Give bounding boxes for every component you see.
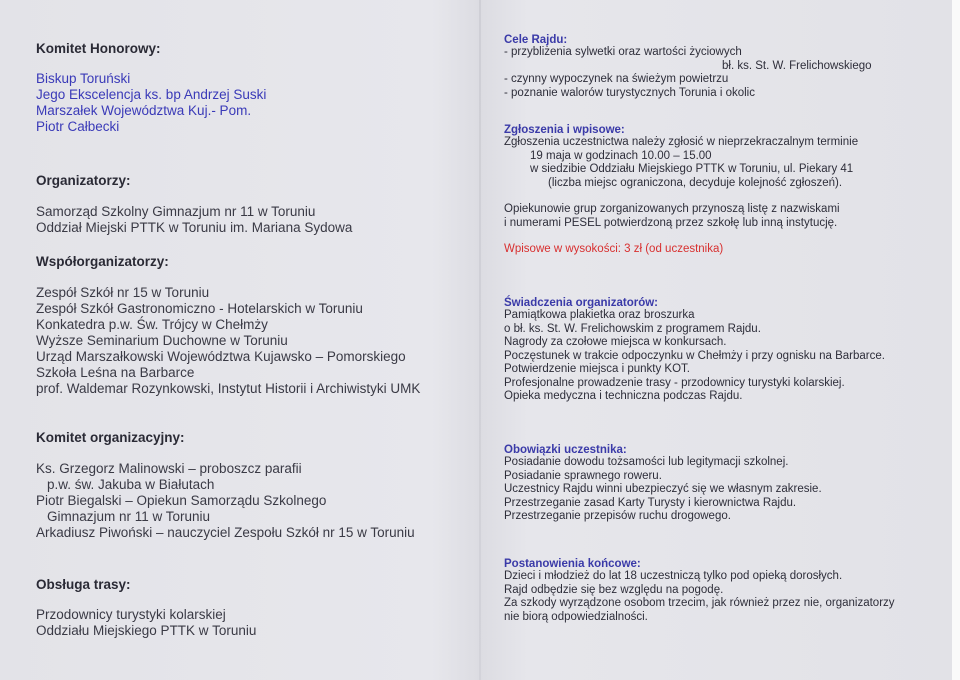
benefits-heading: Świadczenia organizatorów: — [504, 297, 658, 309]
committee-line: p.w. św. Jakuba w Białutach — [47, 477, 215, 492]
committee-line: Arkadiusz Piwoński – nauczyciel Zespołu Szkół nr 15 w Toruniu — [36, 525, 415, 540]
registration-line: (liczba miejsc ograniczona, decyduje kolejność zgłoszeń). — [548, 176, 843, 189]
goal-line: - czynny wypoczynek na świeżym powietrzu — [504, 73, 729, 85]
benefit-line: Pamiątkowa plakietka oraz broszurka — [504, 309, 695, 321]
duty-line: Posiadanie dowodu tożsamości lub legitymacji szkolnej. — [504, 456, 789, 468]
duty-line: Posiadanie sprawnego roweru. — [504, 469, 662, 482]
final-line: Za szkody wyrządzone osobom trzecim, jak również przez nie, organizatorzy — [504, 597, 895, 609]
registration-section — [504, 124, 944, 257]
honorary-line: Jego Ekscelencja ks. bp Andrzej Suski — [36, 87, 267, 102]
final-provisions-heading: Postanowienia końcowe: — [504, 558, 641, 570]
goals-heading: Cele Rajdu: — [504, 34, 568, 46]
final-provisions-section — [504, 558, 944, 624]
benefit-line: Profesjonalne prowadzenie trasy - przodownicy turystyki kolarskiej. — [504, 376, 845, 389]
organizer-line: Oddział Miejski PTTK w Toruniu im. Mariana Sydowa — [36, 220, 353, 235]
honorary-committee-heading: Komitet Honorowy: — [36, 41, 161, 56]
duty-line: Uczestnicy Rajdu winni ubezpieczyć się we własnym zakresie. — [504, 483, 822, 495]
goals-section — [504, 34, 944, 100]
goal-line: - przybliżenia sylwetki oraz wartości życiowych — [504, 46, 742, 58]
guardians-line: i numerami PESEL potwierdzoną przez szkołę lub inną instytucję. — [504, 216, 838, 229]
organizer-line: Samorząd Szkolny Gimnazjum nr 11 w Toruniu — [36, 204, 316, 219]
honorary-line: Biskup Toruński — [36, 71, 131, 86]
coorganizer-line: Konkatedra p.w. Św. Trójcy w Chełmży — [36, 317, 268, 332]
duties-heading: Obowiązki uczestnika: — [504, 444, 627, 456]
organizers-heading: Organizatorzy: — [36, 173, 131, 188]
coorganizer-line: Szkoła Leśna na Barbarce — [36, 365, 195, 380]
coorganizers-heading: Współorganizatorzy: — [36, 254, 169, 269]
final-line: nie biorą odpowiedzialności. — [504, 610, 648, 623]
coorganizer-line: Zespół Szkół nr 15 w Toruniu — [36, 285, 210, 300]
organizing-committee-section — [36, 430, 466, 541]
coorganizer-line: Zespół Szkół Gastronomiczno - Hotelarskich w Toruniu — [36, 301, 363, 316]
registration-line: 19 maja w godzinach 10.00 – 15.00 — [530, 149, 712, 162]
coorganizer-line: Urząd Marszałkowski Województwa Kujawsko – Pomorskiego — [36, 349, 406, 364]
honorary-line: Piotr Całbecki — [36, 119, 120, 134]
honorary-committee-section — [36, 41, 466, 135]
final-line: Dzieci i młodzież do lat 18 uczestniczą tylko pod opieką dorosłych. — [504, 570, 843, 582]
coorganizers-section — [36, 254, 466, 397]
registration-line: Zgłoszenia uczestnictwa należy zgłosić w nieprzekraczalnym terminie — [504, 136, 859, 148]
committee-line: Ks. Grzegorz Malinowski – proboszcz parafii — [36, 461, 302, 476]
benefit-line: o bł. ks. St. W. Frelichowskim z programem Rajdu. — [504, 322, 761, 335]
benefit-line: Nagrody za czołowe miejsca w konkursach. — [504, 336, 727, 348]
committee-line: Gimnazjum nr 11 w Toruniu — [47, 509, 211, 524]
duty-line: Przestrzeganie przepisów ruchu drogowego. — [504, 510, 731, 522]
goal-line: bł. ks. St. W. Frelichowskiego — [722, 59, 872, 72]
route-line: Przodownicy turystyki kolarskiej — [36, 607, 226, 622]
entry-fee-text: Wpisowe w wysokości: 3 zł (od uczestnika) — [504, 243, 724, 255]
coorganizer-line: Wyższe Seminarium Duchowne w Toruniu — [36, 333, 288, 348]
goal-line: - poznanie walorów turystycznych Torunia i okolic — [504, 86, 755, 99]
benefits-section — [504, 297, 944, 404]
guardians-line: Opiekunowie grup zorganizowanych przynoszą listę z nazwiskami — [504, 203, 840, 215]
organizers-section — [36, 173, 466, 236]
organizing-committee-heading: Komitet organizacyjny: — [36, 430, 185, 445]
registration-line: w siedzibie Oddziału Miejskiego PTTK w Toruniu, ul. Piekary 41 — [530, 163, 854, 175]
route-line: Oddziału Miejskiego PTTK w Toruniu — [36, 623, 257, 638]
route-service-heading: Obsługa trasy: — [36, 577, 131, 592]
duty-line: Przestrzeganie zasad Karty Turysty i kierownictwa Rajdu. — [504, 496, 797, 509]
benefit-line: Potwierdzenie miejsca i punkty KOT. — [504, 363, 690, 375]
benefit-line: Opieka medyczna i techniczna podczas Rajdu. — [504, 390, 743, 402]
coorganizer-line: prof. Waldemar Rozynkowski, Instytut Historii i Archiwistyki UMK — [36, 381, 421, 396]
benefit-line: Poczęstunek w trakcie odpoczynku w Chełmży i przy ognisku na Barbarce. — [504, 349, 885, 362]
honorary-line: Marszałek Województwa Kuj.- Pom. — [36, 103, 252, 118]
fold-line — [479, 0, 481, 680]
registration-heading: Zgłoszenia i wpisowe: — [504, 124, 625, 136]
committee-line: Piotr Biegalski – Opiekun Samorządu Szkolnego — [36, 493, 327, 508]
final-line: Rajd odbędzie się bez względu na pogodę. — [504, 583, 724, 596]
page-edge — [952, 0, 960, 680]
duties-section — [504, 444, 944, 524]
route-service-section — [36, 577, 466, 639]
